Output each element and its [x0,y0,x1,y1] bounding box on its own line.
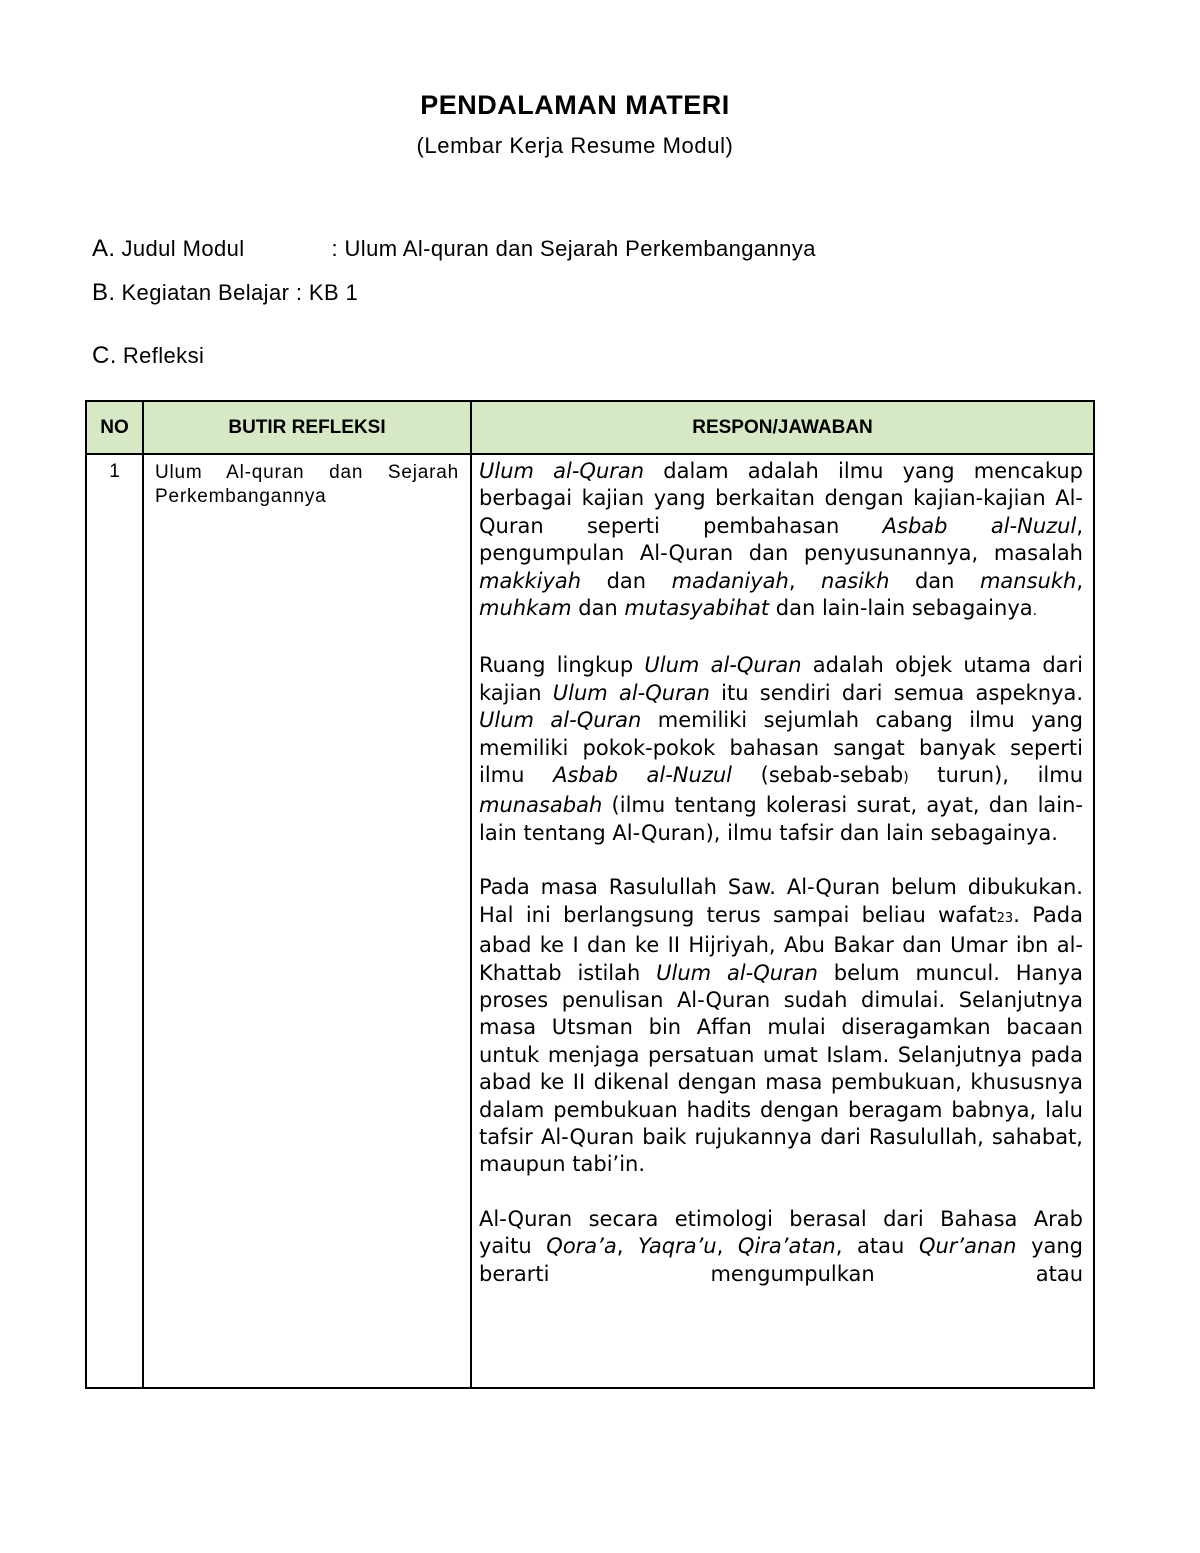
text: Ruang lingkup [479,653,645,678]
response-paragraph-1 [479,458,1083,625]
module-title-line [92,235,816,263]
text: itu sendiri dari semua aspeknya. [709,680,1084,705]
reflection-item: Ulum Al-quran dan Sejarah Perkembangannya [143,454,471,1388]
text: , atau [835,1234,919,1259]
term-munasabah: munasabah [479,793,603,818]
text: Al-Quran secara etimologi berasal dari Bahasa Arab yaitu [479,1206,1083,1259]
text: Pada masa Rasulullah Saw. Al-Quran belum dibukukan. Hal ini berlangsung terus sampai beliau wafat [479,875,1083,927]
text: dan [581,568,672,593]
term-asbab-al-nuzul: Asbab al-Nuzul [882,513,1077,538]
section-letter-a: A. [92,235,116,262]
term-ulum-al-quran: Ulum al-Quran [479,708,642,733]
response-paragraph-2 [479,652,1083,847]
text: , pengumpulan Al-Quran dan penyusunannya, masalah [479,513,1083,566]
text: . [1032,603,1038,620]
header-butir-refleksi: BUTIR REFLEKSI [143,401,471,454]
text: , [716,1234,738,1259]
section-letter-c: C. [92,342,117,369]
footnote-ref: 23 [996,910,1014,926]
term-quranan: Qur’anan [918,1234,1017,1259]
text: dan lain-lain sebagainya [769,596,1033,621]
module-title-label: Judul Modul [121,236,245,261]
reflection-heading [92,342,204,370]
term-mansukh: mansukh [979,568,1077,593]
response-cell [471,454,1094,1388]
text: (ilmu tentang kolerasi surat, ayat, dan lain-lain tentang Al-Quran), ilmu tafsir dan lain sebagainya. [479,793,1083,845]
term-mutasyabihat: mutasyabihat [624,596,770,621]
text: (sebab-sebab [732,763,904,788]
reflection-label: Refleksi [122,343,205,368]
text: , [616,1234,639,1259]
header-respon-jawaban: RESPON/JAWABAN [471,401,1094,454]
term-ulum-al-quran: Ulum al-Quran [552,680,710,705]
learning-activity-line [92,279,358,307]
text: yang berarti mengumpulkan atau [479,1234,1083,1286]
module-title-value: : Ulum Al-quran dan Sejarah Perkembangannya [331,236,816,261]
term-ulum-al-quran: Ulum al-Quran [479,459,645,483]
term-qoraa: Qora’a [546,1234,617,1259]
learning-activity-label: Kegiatan Belajar [121,280,290,305]
text: ) [903,770,909,787]
response-paragraph-4 [479,1206,1083,1288]
term-nasikh: nasikh [821,568,890,593]
text: , [788,568,822,593]
learning-activity-value: : KB 1 [289,280,359,305]
row-number: 1 [86,454,143,1388]
text: turun), ilmu [908,763,1084,788]
text: dalam adalah ilmu yang mencakup berbagai kajian yang berkaitan dengan kajian-kajian Al-Quran seperti pembahasan [479,459,1083,538]
header-no: NO [86,401,143,454]
term-qiraatan: Qira’atan [737,1234,836,1259]
term-asbab-al-nuzul: Asbab al-Nuzul [553,763,732,788]
text: . Pada abad ke I dan ke II Hijriyah, Abu Bakar dan Umar ibn al-Khattab istilah [479,902,1083,985]
term-madaniyah: madaniyah [671,568,789,593]
term-makkiyah: makkiyah [479,568,582,593]
response-paragraph-3 [479,874,1083,1178]
term-ulum-al-quran: Ulum al-Quran [656,960,818,985]
reflection-table [85,400,1095,1389]
term-yaqrau: Yaqra’u [638,1234,717,1259]
term-ulum-al-quran: Ulum al-Quran [644,653,802,678]
section-letter-b: B. [92,279,116,306]
text: , [1076,568,1083,593]
table-row [86,454,1094,1388]
table-header-row [86,401,1094,454]
text: belum muncul. Hanya proses penulisan Al-Quran sudah dimulai. Selanjutnya masa Utsman bin Affan mulai diseragamkan bacaan untuk menjaga persatuan umat Islam. Selanjutnya pada abad ke II dikenal dengan masa pembukuan, khususnya dalam pembukuan hadits dengan beragam babnya, lalu tafsir Al-Quran baik rujukannya dari Rasulullah, sahabat, maupun tabi’in. [479,960,1083,1177]
text: memiliki sejumlah cabang ilmu yang memiliki pokok-pokok bahasan sangat banyak seperti ilmu [479,708,1084,788]
term-muhkam: muhkam [479,596,572,621]
page-title: PENDALAMAN MATERI [420,90,730,120]
page-subtitle: (Lembar Kerja Resume Modul) [416,133,734,158]
text: dan [571,596,625,621]
text: adalah objek utama dari kajian [479,653,1084,705]
text: dan [889,568,980,593]
